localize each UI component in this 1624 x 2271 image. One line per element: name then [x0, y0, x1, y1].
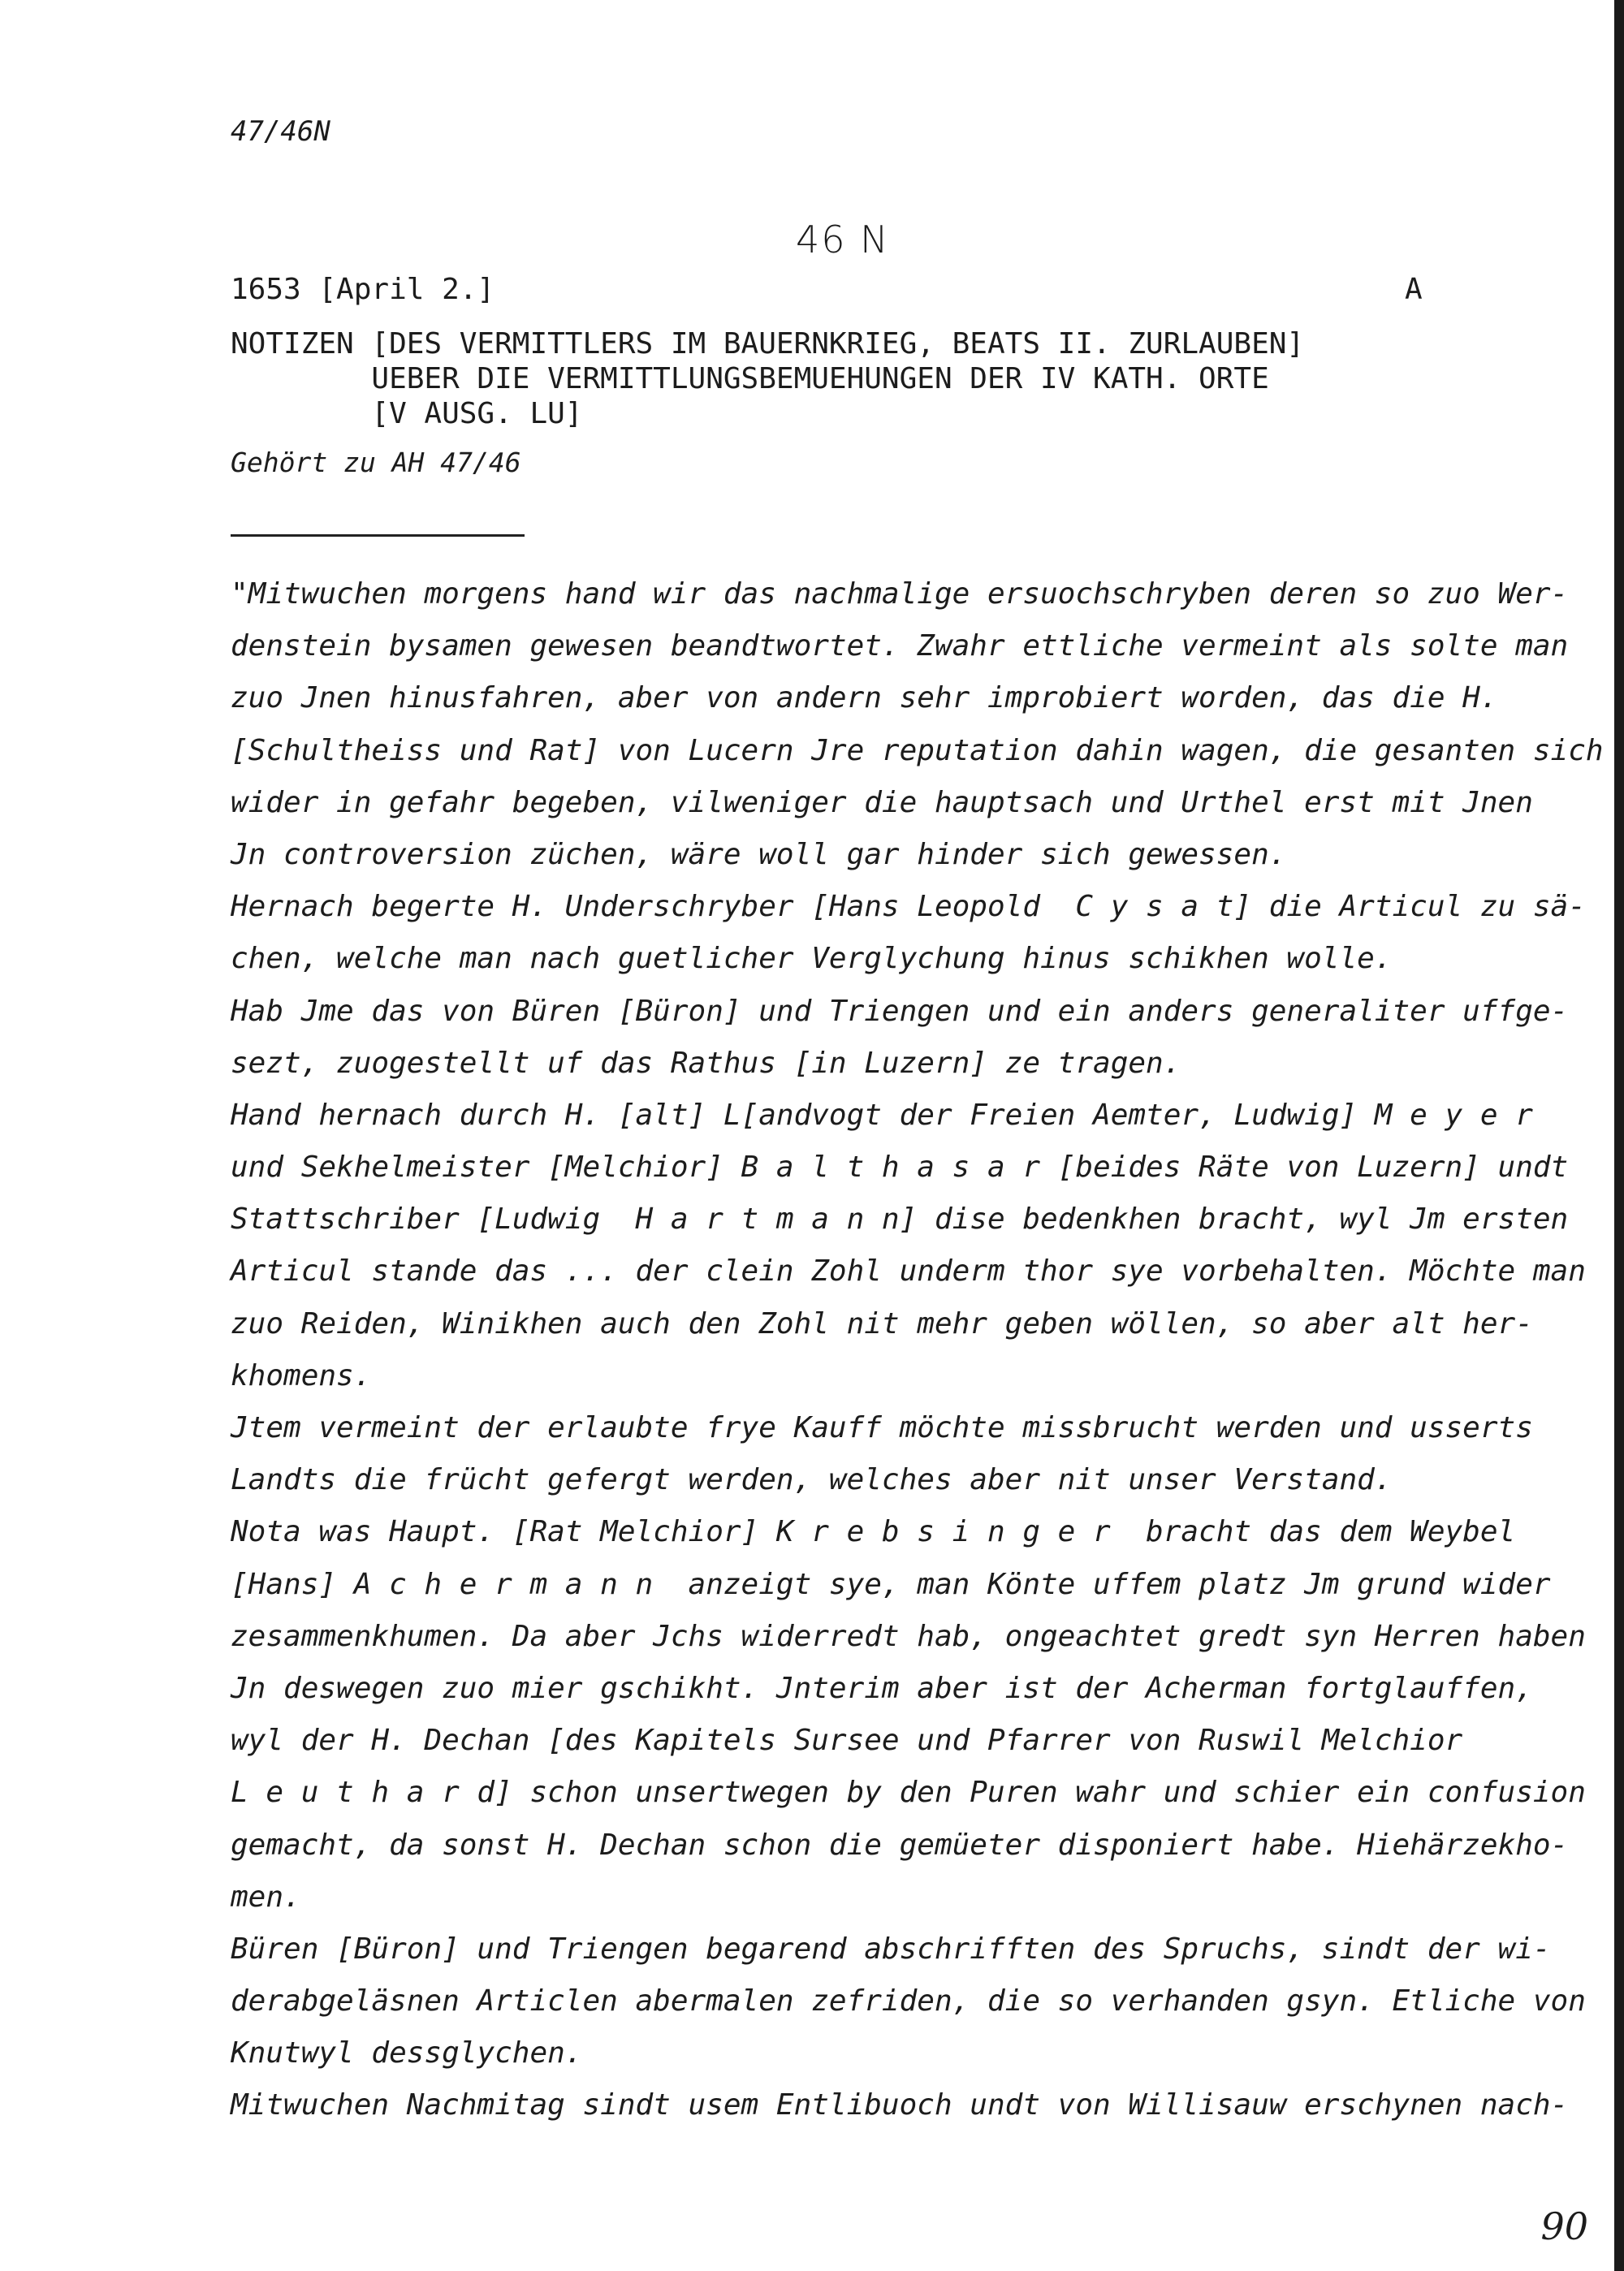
body-line: zuo Reiden, Winikhen auch den Zohl nit mehr geben wöllen, so aber alt her-	[231, 1306, 1533, 1341]
body-line: Jtem vermeint der erlaubte frye Kauff möchte missbrucht werden und usserts	[231, 1411, 1533, 1444]
body-line: Jn controversion züchen, wäre woll gar hinder sich gewessen.	[231, 837, 1287, 871]
body-line: Hand hernach durch H. [alt] L[andvogt der Freien Aemter, Ludwig] M e y e r	[231, 1098, 1533, 1132]
body-line: khomens.	[231, 1358, 372, 1392]
body-line: "Mitwuchen morgens hand wir das nachmalige ersuochschryben deren so zuo Wer-	[231, 577, 1569, 611]
title-line: UEBER DIE VERMITTLUNGSBEMUEHUNGEN DER IV KATH. ORTE	[231, 362, 1269, 395]
page-reference: 47/46N	[231, 115, 330, 148]
body-line: Stattschriber [Ludwig H a r t m a n n] dise bedenkhen bracht, wyl Jm ersten	[231, 1202, 1569, 1237]
body-line: Hab Jme das von Büren [Büron] und Triengen und ein anders generaliter uffge-	[231, 994, 1569, 1028]
transcription-body	[231, 568, 1604, 2132]
document-date: 1653 [April 2.]	[231, 273, 495, 306]
body-line: Mitwuchen Nachmitag sindt usem Entlibuoch undt von Willisauw erschynen nach-	[231, 2088, 1569, 2122]
body-line: gemacht, da sonst H. Dechan schon die gemüeter disponiert habe. Hiehärzekho-	[231, 1828, 1569, 1862]
document-number: 46 N	[796, 218, 890, 261]
body-line: wider in gefahr begeben, vilweniger die hauptsach und Urthel erst mit Jnen	[231, 785, 1533, 819]
title-line: [V AUSG. LU]	[231, 397, 583, 430]
document-grade: A	[1405, 273, 1423, 306]
body-line: L e u t h a r d] schon unsertwegen by den Puren wahr und schier ein confusion	[231, 1776, 1586, 1810]
body-line: men.	[231, 1880, 301, 1914]
body-line: derabgeläsnen Articlen abermalen zefriden, die so verhanden gsyn. Etliche von	[231, 1984, 1586, 2018]
body-line: chen, welche man nach guetlicher Verglychung hinus schikhen wolle.	[231, 942, 1393, 976]
body-line: Jn deswegen zuo mier gschikht. Jnterim aber ist der Acherman fortglauffen,	[231, 1671, 1533, 1705]
body-line: und Sekhelmeister [Melchior] B a l t h a s a r [beides Räte von Luzern] undt	[231, 1151, 1569, 1185]
body-line: wyl der H. Dechan [des Kapitels Sursee und Pfarrer von Ruswil Melchior	[231, 1724, 1463, 1758]
body-line: zesammenkhumen. Da aber Jchs widerredt hab, ongeachtet gredt syn Herren haben	[231, 1619, 1586, 1653]
document-title	[231, 326, 1304, 431]
page-edge	[1614, 0, 1624, 2271]
body-line: denstein bysamen gewesen beandtwortet. Zwahr ettliche vermeint als solte man	[231, 629, 1569, 663]
folio-number: 90	[1540, 2204, 1588, 2248]
body-line: Knutwyl dessglychen.	[231, 2036, 583, 2070]
body-line: Landts die frücht gefergt werden, welches aber nit unser Verstand.	[231, 1463, 1393, 1497]
body-line: [Hans] A c h e r m a n n anzeigt sye, man Könte uffem platz Jm grund wider	[231, 1567, 1551, 1601]
body-line: zuo Jnen hinusfahren, aber von andern sehr improbiert worden, das die H.	[231, 681, 1498, 715]
body-line: Büren [Büron] und Triengen begarend abschrifften des Spruchs, sindt der wi-	[231, 1932, 1551, 1966]
title-line: NOTIZEN [DES VERMITTLERS IM BAUERNKRIEG, BEATS II. ZURLAUBEN]	[231, 327, 1305, 361]
body-line: Hernach begerte H. Underschryber [Hans Leopold C y s a t] die Articul zu sä-	[231, 890, 1586, 924]
body-line: sezt, zuogestellt uf das Rathus [in Luzern] ze tragen.	[231, 1046, 1181, 1080]
body-line: Nota was Haupt. [Rat Melchior] K r e b s i n g e r bracht das dem Weybel	[231, 1515, 1516, 1549]
body-line: [Schultheiss und Rat] von Lucern Jre reputation dahin wagen, die gesanten sich	[231, 733, 1604, 767]
body-line: Articul stande das ... der clein Zohl underm thor sye vorbehalten. Möchte man	[231, 1254, 1586, 1289]
separator-rule	[231, 534, 525, 537]
belongs-to-note: Gehört zu AH 47/46	[231, 447, 521, 478]
